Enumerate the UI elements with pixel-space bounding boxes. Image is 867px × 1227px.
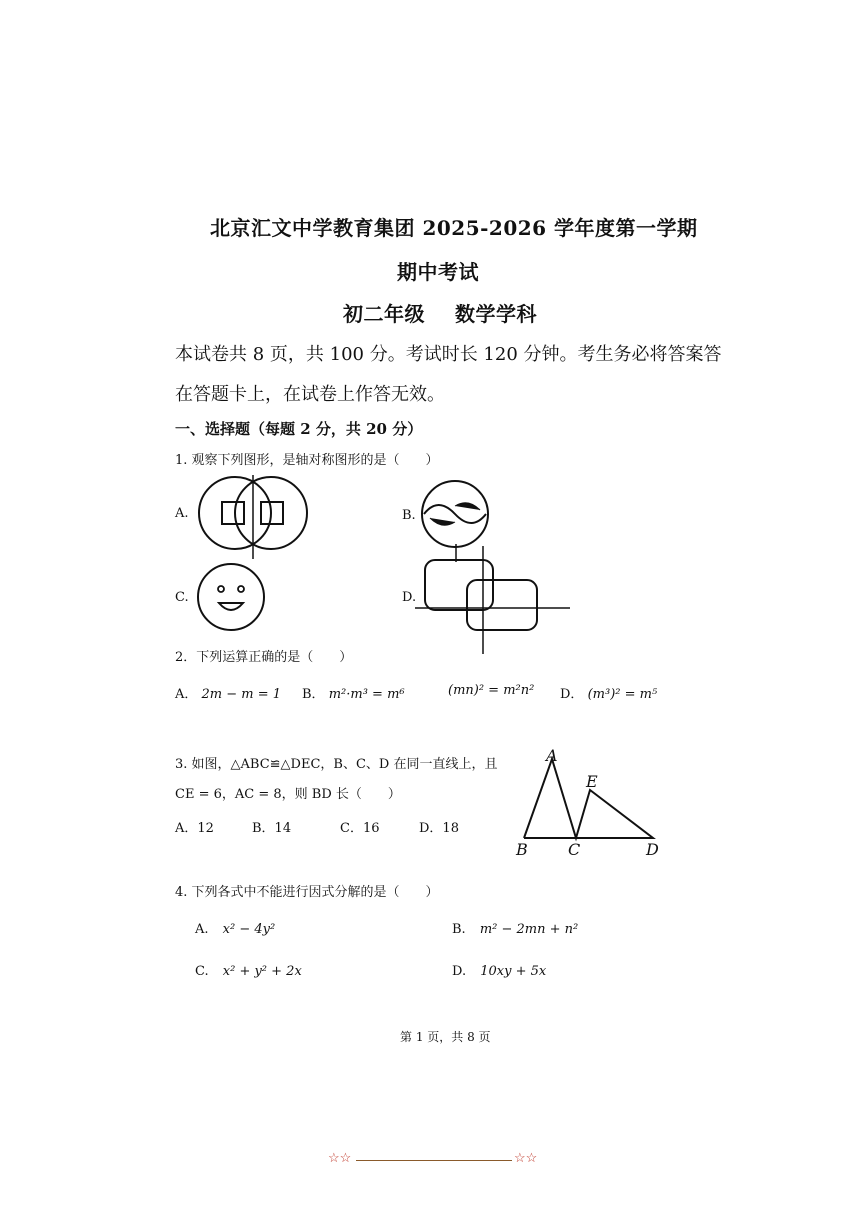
q3-option-c: C．16 [340,821,380,836]
q3-label-c: C [568,840,581,859]
q4-option-c-expr: x² + y² + 2x [222,964,302,979]
instructions-line-1: 本试卷共 8 页，共 100 分。考试时长 120 分钟。考生务必将答案答 [175,344,722,365]
exam-grade: 初二年级 [343,302,425,326]
q2-option-a-label: A． [175,687,198,702]
q3-label-d: D [646,840,659,859]
q2-option-b-expr: m²·m³ = m⁶ [328,687,405,702]
q3-option-b: B．14 [252,821,292,836]
q4-option-a [195,922,275,937]
q4-option-c [195,964,302,979]
q3-label-e: E [586,772,598,791]
question-4-stem: 4. 下列各式中不能进行因式分解的是（ ） [175,885,439,900]
question-2-stem: 2．下列运算正确的是（ ） [175,650,353,665]
exam-subject: 数学学科 [455,302,537,326]
q4-option-d-expr: 10xy + 5x [480,964,547,979]
page-number: 第 1 页，共 8 页 [400,1030,491,1044]
q4-option-b-expr: m² − 2mn + n² [479,922,579,937]
q2-option-c [448,683,534,698]
footer-stars-right: ☆☆ [514,1151,538,1166]
section-heading: 一、选择题（每题 2 分，共 20 分） [175,420,423,438]
q2-option-a-expr: 2m − m = 1 [201,687,282,702]
q2-option-a [175,683,281,702]
exam-title: 北京汇文中学教育集团 2025-2026 学年度第一学期 [210,216,698,240]
q1-figure-a [195,475,310,560]
footer-stars-left: ☆☆ [328,1151,352,1166]
q2-option-c-expr: (mn)² = m²n² [448,683,535,698]
q1-figure-c [195,563,270,633]
q2-option-d [560,683,657,702]
q1-option-c-label: C. [175,590,189,605]
q4-option-a-label: A. [195,922,209,937]
question-1-stem: 1. 观察下列图形，是轴对称图形的是（ ） [175,453,439,468]
exam-subtitle: 期中考试 [397,260,479,284]
q2-option-d-expr: (m³)² = m⁵ [587,687,658,702]
q3-label-b: B [516,840,528,859]
q4-option-b [452,922,578,937]
footer-divider [356,1160,512,1161]
q1-option-b-label: B. [402,508,416,523]
q2-option-b-label: B． [302,687,325,702]
q3-option-d: D．18 [419,821,459,836]
q3-option-a: A．12 [175,821,214,836]
q1-option-a-label: A. [175,506,189,521]
q4-option-d-label: D. [452,964,467,979]
q2-option-b [302,683,405,702]
q4-option-b-label: B. [452,922,466,937]
q1-figure-d [415,546,575,656]
question-3-stem-line-2: CE = 6，AC = 8，则 BD 长（ ） [175,787,401,802]
q3-label-a: A [546,746,558,765]
q4-option-c-label: C. [195,964,209,979]
q2-option-d-label: D． [560,687,584,702]
q1-option-d-label: D. [402,590,417,605]
question-3-stem-line-1: 3. 如图，△ABC≌△DEC，B、C、D 在同一直线上，且 [175,757,498,772]
q4-option-d [452,964,546,979]
instructions-line-2: 在答题卡上，在试卷上作答无效。 [175,384,445,405]
q4-option-a-expr: x² − 4y² [222,922,276,937]
